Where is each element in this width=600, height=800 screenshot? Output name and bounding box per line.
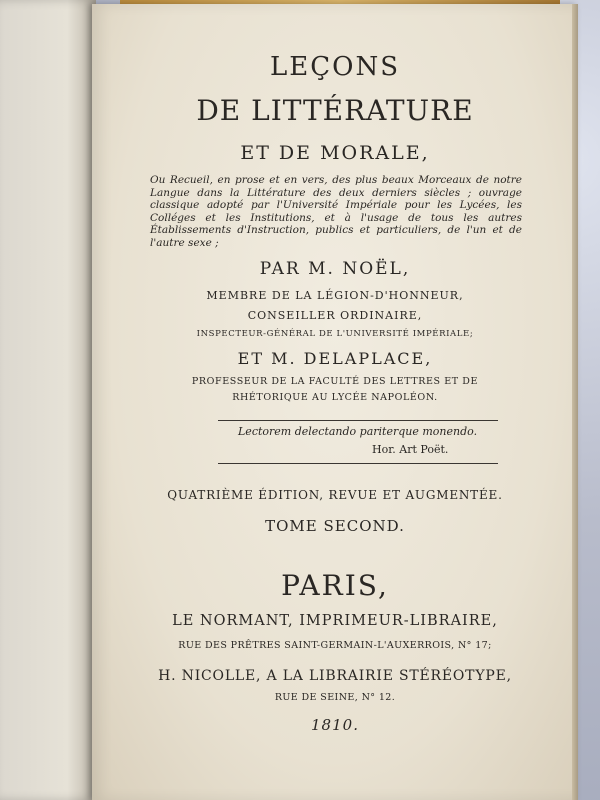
author-1-role-1: MEMBRE DE LA LÉGION-D'HONNEUR,: [206, 289, 464, 302]
title-line-1: LEÇONS: [269, 52, 400, 82]
facing-page: [0, 0, 96, 800]
publisher-2-address: RUE DE SEINE, N° 12.: [274, 692, 396, 703]
edition-statement: QUATRIÈME ÉDITION, REVUE ET AUGMENTÉE.: [167, 488, 503, 502]
author-1: PAR M. NOËL,: [259, 259, 411, 279]
title-line-3: ET DE MORALE,: [240, 142, 430, 164]
publisher-1-address: RUE DES PRÊTRES SAINT-GERMAIN-L'AUXERROIS, N° 17;: [178, 640, 492, 651]
publisher-2: H. NICOLLE, A LA LIBRAIRIE STÉRÉOTYPE,: [158, 668, 512, 684]
epigraph: Lectorem delectando pariterque monendo.: [238, 425, 478, 438]
volume-statement: TOME SECOND.: [265, 517, 405, 535]
author-2-role-2: RHÉTORIQUE AU LYCÉE NAPOLÉON.: [232, 392, 438, 403]
author-1-role-2: CONSEILLER ORDINAIRE,: [247, 309, 423, 322]
author-2-role-1: PROFESSEUR DE LA FACULTÉ DES LETTRES ET DE: [191, 376, 479, 387]
epigraph-rule-bottom: [218, 463, 498, 464]
title-line-2: DE LITTÉRATURE: [196, 94, 474, 127]
title-page: [92, 4, 578, 800]
author-1-role-3: INSPECTEUR-GÉNÉRAL DE L'UNIVERSITÉ IMPÉRIALE;: [196, 329, 474, 339]
publisher-1: LE NORMANT, IMPRIMEUR-LIBRAIRE,: [172, 613, 498, 629]
author-2: ET M. DELAPLACE,: [237, 349, 433, 368]
imprint-year: 1810.: [311, 716, 359, 734]
epigraph-rule-top: [218, 420, 498, 421]
description: Ou Recueil, en prose et en vers, des plus beaux Morceaux de notre Langue dans la Littérature des deux derniers siècles ; ouvrage classique adopté par l'Université Impériale pour les Lycées, les Colléges et les Institutions, et à l'usage de tous les autres Établissements d'Instruction, publics et particuliers, de l'un et de l'autre sexe ;: [150, 174, 522, 249]
epigraph-source: Hor. Art Poët.: [372, 443, 449, 456]
imprint-city: PARIS,: [281, 569, 389, 602]
